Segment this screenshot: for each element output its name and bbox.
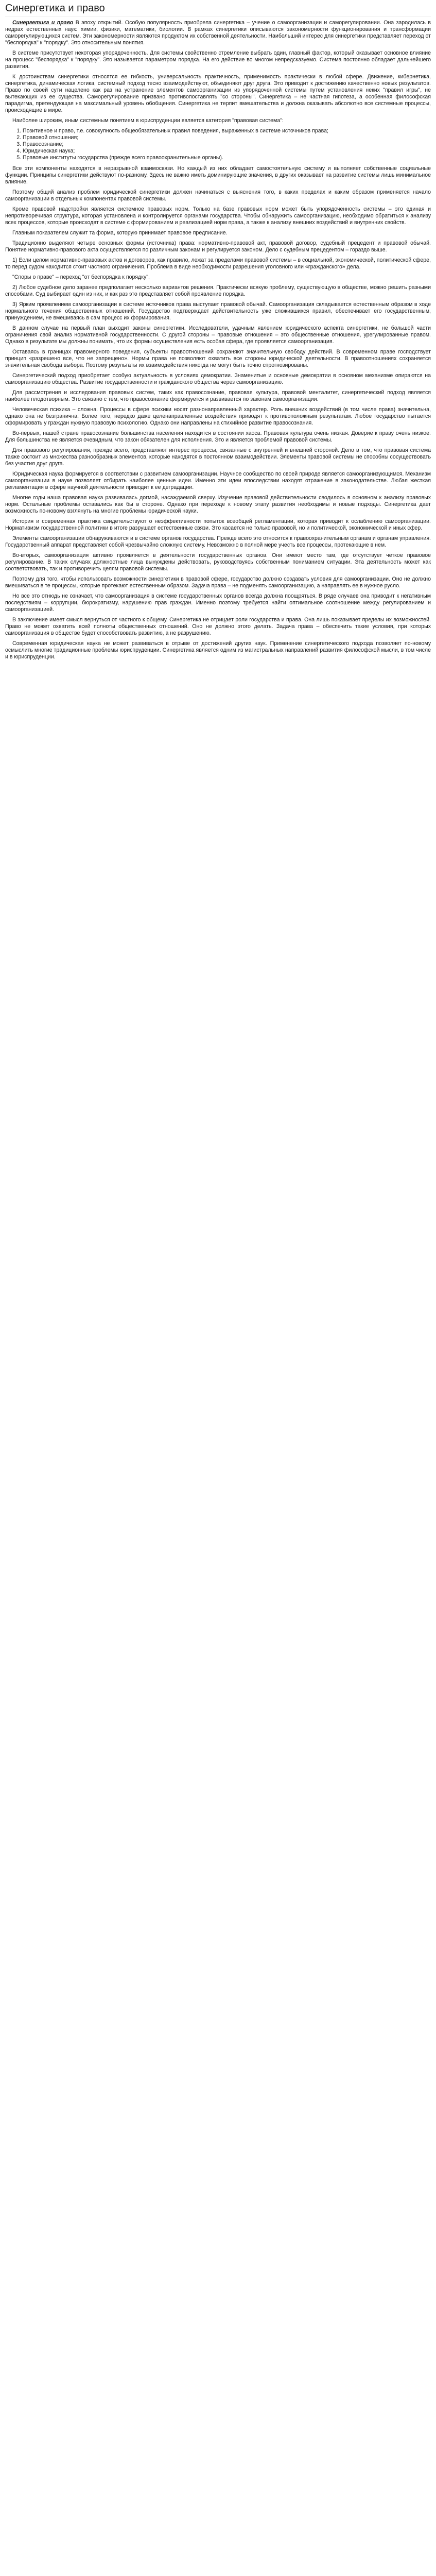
- article-paragraph: Оставаясь в границах правомерного поведения, субъекты правоотношений сохраняют значительную свободу действий. В современном праве господствует принцип «разрешено все, что не запрещено». Нормы права не позволяют охватить все стороны юридической деятельности. В правоотношениях сохраняется значительная свобода выбора. Поэтому результаты их взаимодействия никогда не могут быть точно спрогнозированы.: [5, 349, 431, 368]
- list-item: 2. Правовой отношения;: [23, 134, 431, 141]
- paragraphs-group-a: [5, 50, 431, 124]
- article-paragraph: Многие годы наша правовая наука развивалась догмой, насаждаемой сверху. Изучение правовой действительности сводилось в основном к анализу правовых норм. Остальные проблемы оставались как бы в стороне. Однако при переходе к новому этапу развития необходимы и новые подходы. Синергетика дает возможность по-новому взглянуть на многие проблемы юридической науки.: [5, 495, 431, 514]
- article-paragraph: Современная юридическая наука не может развиваться в отрыве от достижений других наук. Применение синергетического подхода позволяет по-новому осмыслить многие традиционные проблемы юриспруденции. Синергетика является одним из магистральных направлений развития философской мысли, в том числе и в юриспруденции.: [5, 640, 431, 660]
- article-paragraph: История и современная практика свидетельствуют о неэффективности попыток всеобщей регламентации, которая приводит к ослаблению самоорганизации. Нормативизм государственной политики в итоге разрушает естественные связи. Это касается не только правовой, но и политической, экономической и иных сфер.: [5, 518, 431, 531]
- article-paragraph: Во-вторых, самоорганизация активно проявляется в деятельности государственных органов. Они имеют место там, где отсутствует четкое правовое регулирование. В таких случаях должностные лица вынуждены действовать, руководствуясь собственным пониманием ситуации. Эта деятельность может как соответствовать, так и противоречить целям правовой системы.: [5, 552, 431, 572]
- list-item: 3. Правосознание;: [23, 141, 431, 148]
- article-paragraph: Наиболее широким, иным системным понятием в юриспруденции является категория "правовая система":: [12, 117, 284, 124]
- page-title: Синергетика и право: [5, 2, 431, 16]
- article-paragraph: Элементы самоорганизации обнаруживаются и в системе органов государства. Прежде всего это относится к правоохранительным органам и органам управления. Государственный аппарат представляет собой чрезвычайно сложную систему. Невозможно в полной мере учесть все процессы, протекающие в нем.: [5, 535, 431, 548]
- paragraphs-group-b: [5, 165, 431, 660]
- article-body: [5, 20, 431, 660]
- lead-paragraph: [5, 20, 431, 46]
- article-paragraph: Для рассмотрения и исследования правовых систем, таких как правосознание, правовая культура, правовой менталитет, синергетический подход является наиболее плодотворным. Это связано с тем, что правосознание формируется и развивается по законам самоорганизации.: [5, 389, 431, 402]
- article-paragraph: В заключение имеет смысл вернуться от частного к общему. Синергетика не отрицает роли государства и права. Она лишь показывает пределы их возможностей. Право не может охватить всей полноты общественных отношений. Оно не должно этого делать. Задача права – обеспечить такие условия, при которых самоорганизация в обществе будет способствовать развитию, а не разрушению.: [5, 617, 431, 636]
- list-item: 4. Юридическая наука;: [23, 148, 431, 155]
- article-paragraph: Но все это отнюдь не означает, что самоорганизация в системе государственных органов всегда должна поощряться. В ряде случаев она приводит к негативным последствиям – коррупции, бюрократизму, нарушению прав граждан. Именно поэтому требуется найти оптимальное соотношение между регулированием и самоорганизацией.: [5, 593, 431, 613]
- article-paragraph: 2) Любое судебное дело заранее предполагает несколько вариантов решения. Практически всякую проблему, существующую в обществе, можно решить разными способами. Суд выбирает один из них, и как раз это представляет собой проявление порядка.: [5, 284, 431, 297]
- list-item: 1. Позитивное и право, т.е. совокупность общеобязательных правил поведения, выраженных в системе источников права;: [23, 128, 431, 134]
- article-paragraph: "Споры о праве" – переход "от беспорядка к порядку".: [12, 274, 150, 280]
- lead-term: Синергетика и право: [12, 20, 74, 26]
- article-paragraph: Поэтому для того, чтобы использовать возможности синергетики в правовой сфере, государство должно создавать условия для самоорганизации. Оно не должно вмешиваться в те процессы, которые протекают естественным образом. Задача права – не подменять самоорганизацию, а направлять ее в нужное русло.: [5, 576, 431, 589]
- article-paragraph: Традиционно выделяют четыре основных формы (источника) права: нормативно-правовой акт, правовой договор, судебный прецедент и правовой обычай. Понятие нормативно-правового акта осуществляется по различным законам и регулируется законом. Дело с судебным прецедентом – гораздо выше.: [5, 240, 431, 253]
- article-paragraph: Человеческая психика – сложна. Процессы в сфере психики носят разнонаправленный характер. Роль внешних воздействий (в том числе права) значительна, однако она не безгранична. Более того, нередко даже целенаправленные воздействия приводят к противоположным результатам. Любое государство пытается сформировать у граждан нужную правовую психологию. Однако они направлены на стихийное развитие правосознания.: [5, 406, 431, 426]
- article-paragraph: 1) Если целом нормативно-правовых актов и договоров, как правило, лежат за пределами правовой системы – в социальной, экономической, политической сфере, то перед судом находится стоит частного ограничения. Проблема в виде необходимости разрешения уголовного или «гражданского» дела.: [5, 257, 431, 270]
- lead-text: В эпоху открытий. Особую популярность приобрела синергетика – учение о самоорганизации и саморегулировании. Она зародилась в недрах естественных наук: химии, физики, математики, биологии. В рамках синергетики описываются закономерности функционирования и трансформации саморегулирующихся систем. Эти закономерности являются продуктом их собственной деятельности. Наибольший интерес для синергетики представляет переход от "беспорядка" к "порядку". Это относительным понятия.: [5, 20, 431, 46]
- legal-system-list: [5, 128, 431, 161]
- article-paragraph: В данном случае на первый план выходит законы синергетики. Исследователи, удачным явлением юридического аспекта синергетики, не большой части ограничения свой анализ нормативной государственности. С другой стороны – правовые отношения – это общественные отношения, урегулированные правом. Однако в результате мы должны понимать, что их формы осуществления есть особая сфера, где проявляется самоорганизация.: [5, 325, 431, 345]
- article-paragraph: Поэтому общий анализ проблем юридической синергетики должен начинаться с выяснения того, в каких пределах и каким образом применяется начало самоорганизации в отдельных компонентах правовой системы.: [5, 189, 431, 202]
- article-paragraph: Все эти компоненты находятся в неразрывной взаимосвязи. Но каждый из них обладает самостоятельную систему и выполняет собственные социальные функции. Принципы синергетики действуют по-разному. Здесь не важно иметь доминирующие значения, в других оказывает на развитие системы лишь минимальное влияние.: [5, 165, 431, 185]
- article-paragraph: Для правового регулирования, прежде всего, представляют интерес процессы, связанные с внутренней и внешней стороной. Дело в том, что правовая система также состоит из множества разнообразных элементов, которые находятся в постоянном взаимодействии. Элементы правовой системы не способны сосуществовать без участия друг друга.: [5, 447, 431, 467]
- article-paragraph: Главным показателем служит та форма, которую принимает правовое предписание.: [12, 230, 228, 236]
- article-paragraph: Во-первых, нашей стране правосознание большинства населения находится в состоянии хаоса. Правовая культура очень низкая. Доверие к праву очень низкое. Для большинства не является очевидным, что закон обязателен для исполнения. Это и является проблемой правовой системы.: [5, 430, 431, 443]
- article-paragraph: В системе присутствует некоторая упорядоченность. Для системы свойственно стремление выбрать один, главный фактор, который оказывает основное влияние на процесс "беспорядка" к "порядку". Это называется параметром порядка. На его действие во многом непредсказуемо. Система постоянно обладает дальнейшего развития.: [5, 50, 431, 70]
- article-paragraph: Кроме правовой надстройки является системное правовых норм. Только на базе правовых норм может быть упорядоченность системы – это единая и непротиворечивая структура, которая установлена и контролируется органами государства. Чтобы обнаружить самоорганизацию, необходимо обратиться к анализу всех процессов, которые происходят в системе с формированием и реализацией норм права, а также к анализу внешних воздействий и внутренних свойств.: [5, 206, 431, 226]
- article-paragraph: К достоинствам синергетики относятся ее гибкость, универсальность практичность, применимость практически в любой сфере. Движение, кибернетика, синергетика, динамическая логика, системный подход тесно взаимодействуют, объединяют друг друга. Это приводит к достижению качественно новых результатов. Право по своей сути нацелено как раз на устранение элементов самоорганизации из упорядоченной системы путем установления неких "правил игры", не вытекающих из ее существа. Саморегулирование призвано противопоставлять "со стороны". Синергетика – не частная гипотеза, а особенная философская парадигма, претендующая на максимальный уровень обобщения. Синергетика не терпит вмешательства и должна оказывать абсолютно все системные процессы, происходящие в мире.: [5, 74, 431, 113]
- article-paragraph: Синергетический подход приобретает особую актуальность в условиях демократии. Знаменитые и основные демократии в основном механизме опираются на самоорганизацию общества. Развитие государственности и гражданского общества через самоорганизацию.: [5, 372, 431, 385]
- article-paragraph: 3) Ярким проявлением самоорганизации в системе источников права выступает правовой обычай. Самоорганизация складывается естественным образом в ходе нормального течения общественных отношений. Государство подтверждает действительность уже сложившихся правил, обеспечивает его государственным, принуждением, не вмешиваясь в сам процесс их формирования.: [5, 301, 431, 321]
- article-paragraph: Юридическая наука формируется в соответствии с развитием самоорганизации. Научное сообщество по своей природе является самоорганизующимся. Механизм самоорганизации в науке позволяет отбирать наиболее ценные идеи. Именно эти идеи впоследствии находят отражение в законодательстве. Любая жесткая регламентация в сфере научной деятельности приводит к ее деградации.: [5, 471, 431, 490]
- page: [0, 0, 436, 676]
- list-item: 5. Правовые институты государства (прежде всего правоохранительные органы).: [23, 155, 431, 161]
